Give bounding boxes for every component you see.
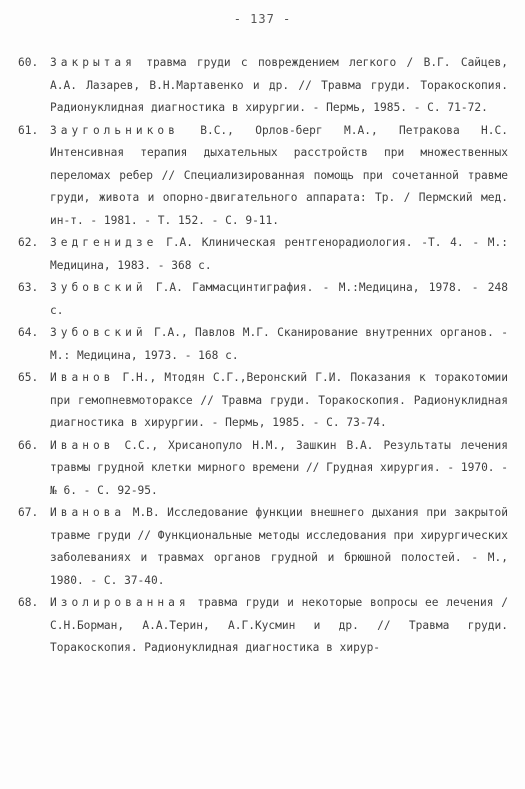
entry-text: В.С., Орлов-берг М.А., Петракова Н.С. Интенсивная терапия дыхательных расстройств при множественных переломах ребер // Специализированная помощь при сочетанной травме груди, живота и опорно-двигательного аппарата: Тр. / Пермский мед. ин-т. - 1981. - Т. 152. - С. 9-11. bbox=[50, 123, 508, 227]
entry-number: 63. bbox=[18, 281, 39, 294]
entry-text: травма груди с повреждением легкого / В.Г. Сайцев, А.А. Лазарев, В.Н.Мартавенко и др. // Травма груди. Торакоскопия. Радионуклидная диагностика в хирургии. - Пермь, 1985. - С. 71-72. bbox=[50, 56, 508, 114]
entry-author: Закрытая bbox=[50, 56, 136, 69]
entry-author: Изолированная bbox=[50, 596, 190, 609]
entry-number: 64. bbox=[18, 326, 39, 339]
entry-number: 61. bbox=[18, 123, 39, 137]
bibliography-entry bbox=[18, 367, 508, 435]
entry-number: 67. bbox=[18, 506, 39, 519]
entry-text: травма груди и некоторые вопросы ее лечения / С.Н.Борман, А.А.Терин, А.Г.Кусмин и др. // Травма груди. Торакоскопия. Радионуклидная диагностика в хирур- bbox=[50, 596, 508, 654]
entry-number: 60. bbox=[18, 56, 39, 69]
bibliography-entry bbox=[18, 592, 508, 660]
entry-author: Зедгенидзе bbox=[50, 236, 158, 249]
entry-author: Зубовский bbox=[50, 281, 147, 294]
entry-number: 65. bbox=[18, 371, 39, 384]
bibliography-entry bbox=[18, 322, 508, 367]
entry-text: М.В. Исследование функции внешнего дыхания при закрытой травме груди // Функциональные методы исследования при хирургических заболеваниях и травмах органов грудной и брюшной полостей. - М., 1980. - С. 37-40. bbox=[50, 506, 509, 587]
entry-text: Г.Н., Мтодян С.Г.,Веронский Г.И. Показания к торакотомии при гемопневмотораксе // Травма груди. Торакоскопия. Радионуклидная диагностика в хирургии. - Пермь, 1985. - С. 73-74. bbox=[50, 371, 508, 429]
entry-author: Заугольников bbox=[50, 123, 179, 137]
bibliography-entry bbox=[18, 232, 508, 277]
entry-number: 68. bbox=[18, 596, 39, 609]
entry-number: 62. bbox=[18, 236, 39, 249]
entry-text: С.С., Хрисанопуло Н.М., Зашкин В.А. Результаты лечения травмы грудной клетки мирного времени // Грудная хирургия. - 1970. - № 6. - С. 92-95. bbox=[50, 438, 509, 497]
bibliography-entry bbox=[18, 277, 508, 322]
entry-author: Иванов bbox=[50, 438, 115, 452]
entry-author: Иванова bbox=[50, 506, 126, 519]
bibliography-entry bbox=[18, 435, 508, 503]
bibliography-entry bbox=[18, 502, 508, 592]
entry-text: Г.А., Павлов М.Г. Сканирование внутренних органов. - М.: Медицина, 1973. - 168 с. bbox=[50, 326, 508, 362]
entry-text: Г.А. Гаммасцинтиграфия. - М.:Медицина, 1978. - 248 с. bbox=[50, 281, 508, 317]
bibliography-list bbox=[18, 52, 508, 660]
entry-text: Г.А. Клиническая рентгенорадиология. -Т. 4. - М.: Медицина, 1983. - 368 с. bbox=[50, 236, 508, 272]
entry-author: Зубовский bbox=[50, 326, 147, 339]
bibliography-entry bbox=[18, 120, 508, 233]
entry-author: Иванов bbox=[50, 371, 115, 384]
entry-number: 66. bbox=[18, 438, 39, 452]
bibliography-entry bbox=[18, 52, 508, 120]
page-number: - 137 - bbox=[233, 12, 292, 26]
